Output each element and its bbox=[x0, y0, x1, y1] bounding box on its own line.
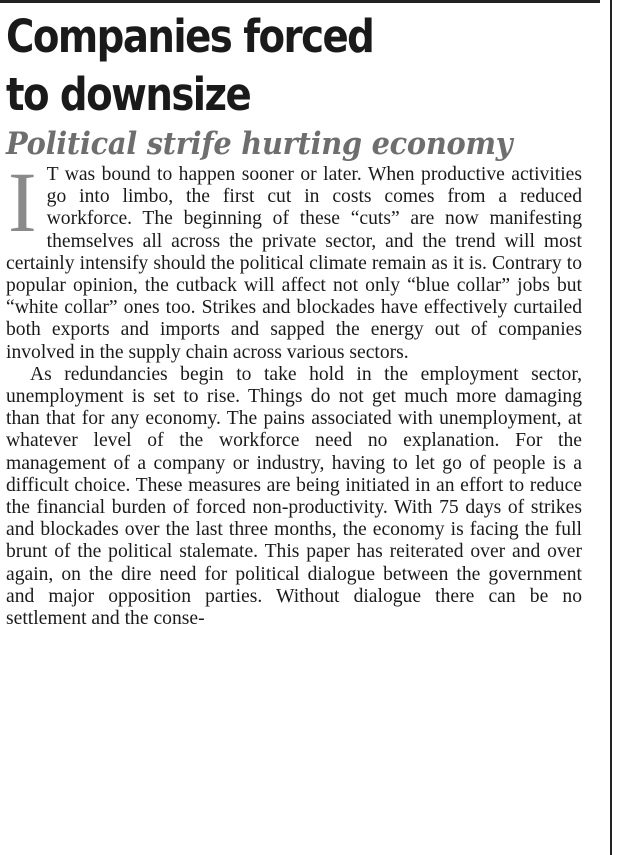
drop-cap: I bbox=[8, 154, 37, 250]
article-body bbox=[6, 154, 582, 630]
paragraph-1 bbox=[6, 154, 582, 364]
paragraph-1-text: T was bound to happen sooner or later. When productive activities go into limbo, the first cut in costs comes from a reduced workforce. The beginning of these “cuts” are now manifesting themselves all across the private sector, and the trend will most certainly intensify should the political climate remain as it is. Contrary to popular opinion, the cutback will affect not only “blue collar” jobs but “white collar” ones too. Strikes and blockades have effectively curtailed both exports and imports and sapped the energy out of companies involved in the supply chain across various sectors. bbox=[6, 164, 582, 363]
headline bbox=[6, 8, 582, 124]
paragraph-2: As redundancies begin to take hold in the employment sector, unemployment is set to rise. Things do not get much more damaging than that for any economy. The pains associated with unemployment, at whatever level of the workforce need no explanation. For the management of a company or industry, having to let go of people is a difficult choice. These measures are being initiated in an effort to reduce the financial burden of forced non-productivity. With 75 days of strikes and blockades over the last three months, the economy is facing the full brunt of the political stalemate. This paper has reiterated over and over again, on the dire need for political dialogue between the government and major opposition parties. Without dialogue there can be no settlement and the conse- bbox=[6, 363, 582, 630]
article bbox=[6, 8, 582, 630]
headline-line-2: to downsize bbox=[6, 68, 251, 121]
top-rule bbox=[0, 0, 600, 3]
column-rule bbox=[610, 0, 612, 855]
headline-line-1: Companies forced bbox=[6, 10, 374, 63]
subheadline: Political strife hurting economy bbox=[6, 126, 513, 162]
